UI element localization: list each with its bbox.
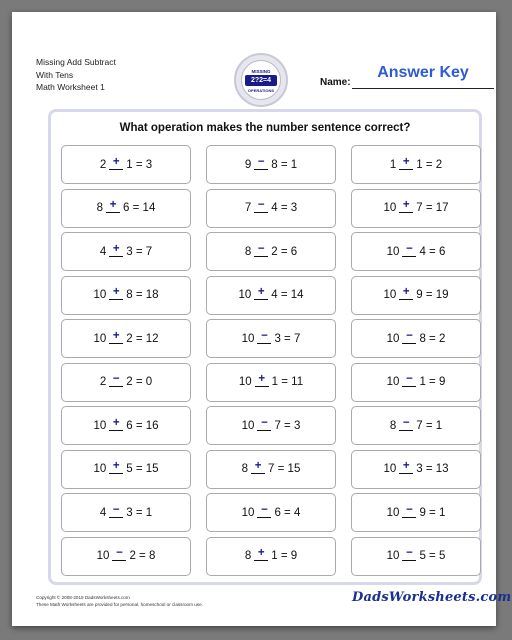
second-operand-and-result: 7 = 3 [274,419,301,432]
problems-box [48,109,482,585]
operator-answer-blank: + [109,286,123,300]
problem-cell [351,406,481,445]
answer-key-text: Answer Key [377,64,469,81]
problem-cell [206,319,336,358]
logo-inner-circle [241,60,281,100]
first-operand: 10 [383,463,397,475]
second-operand-and-result: 3 = 7 [274,332,301,345]
second-operand-and-result: 1 = 11 [271,376,304,388]
operator-answer-blank: + [255,373,269,387]
first-operand: 10 [93,419,107,432]
operator-answer-blank: − [254,199,268,213]
operator-answer-blank: − [112,547,126,561]
name-field [320,64,498,88]
second-operand-and-result: 5 = 15 [126,463,159,475]
second-operand-and-result: 6 = 16 [126,419,159,432]
second-operand-and-result: 8 = 18 [126,289,159,301]
problem-cell [61,319,191,358]
second-operand-and-result: 6 = 4 [274,506,301,519]
operator-answer-blank: + [109,156,123,170]
second-operand-and-result: 1 = 3 [126,158,153,171]
problem-cell [61,189,191,228]
missing-operations-logo [234,53,288,107]
problem-cell [61,493,191,532]
problem-cell [351,363,481,402]
problem-cell [206,363,336,402]
problem-cell [61,232,191,271]
first-operand: 10 [386,550,400,562]
second-operand-and-result: 7 = 17 [416,202,449,214]
copyright-text: Copyright © 2008-2019 DadsWorksheets.com [36,595,130,600]
title-line-3: Math Worksheet 1 [36,82,105,92]
second-operand-and-result: 9 = 1 [419,506,446,519]
first-operand: 10 [241,332,255,345]
logo-middle-text: 2?2=4 [245,75,277,86]
second-operand-and-result: 3 = 1 [126,506,153,519]
operator-answer-blank: − [402,504,416,518]
second-operand-and-result: 3 = 13 [416,463,449,475]
title-line-1: Missing Add Subtract [36,57,116,67]
second-operand-and-result: 2 = 12 [126,332,159,345]
first-operand: 10 [238,289,252,301]
first-operand: 10 [96,550,110,562]
footer-copyright [36,595,203,608]
operator-answer-blank: + [399,286,413,300]
problem-cell [61,406,191,445]
operator-answer-blank: + [251,460,265,474]
operator-answer-blank: − [257,504,271,518]
worksheet-title [36,56,116,94]
second-operand-and-result: 2 = 0 [126,376,153,388]
operator-answer-blank: − [402,547,416,561]
name-label: Name: [320,77,351,88]
operator-answer-blank: + [399,460,413,474]
second-operand-and-result: 1 = 9 [271,550,298,562]
first-operand: 10 [93,332,107,345]
problem-cell [351,145,481,184]
problem-cell [206,189,336,228]
second-operand-and-result: 5 = 5 [419,550,446,562]
operator-answer-blank: + [254,286,268,300]
first-operand: 10 [386,332,400,345]
problem-cell [206,493,336,532]
operator-answer-blank: − [402,330,416,344]
second-operand-and-result: 7 = 15 [268,463,301,475]
problem-cell [61,276,191,315]
first-operand: 2 [99,158,107,171]
second-operand-and-result: 7 = 1 [416,419,443,432]
first-operand: 1 [389,158,397,171]
operator-answer-blank: − [109,373,123,387]
first-operand: 8 [96,202,104,214]
first-operand: 9 [244,158,252,171]
first-operand: 10 [93,463,107,475]
title-line-2: With Tens [36,69,74,80]
first-operand: 10 [386,376,400,388]
operator-answer-blank: + [109,460,123,474]
operator-answer-blank: − [254,243,268,257]
first-operand: 4 [99,245,107,258]
operator-answer-blank: + [254,547,268,561]
operator-answer-blank: + [399,156,413,170]
second-operand-and-result: 4 = 6 [419,245,446,258]
second-operand-and-result: 1 = 2 [416,158,443,171]
problem-grid [61,145,481,576]
second-operand-and-result: 8 = 1 [271,158,298,171]
first-operand: 8 [389,419,397,432]
operator-answer-blank: − [257,330,271,344]
problem-cell [206,145,336,184]
second-operand-and-result: 9 = 19 [416,289,449,301]
first-operand: 10 [386,506,400,519]
problem-cell [206,537,336,576]
first-operand: 8 [244,550,252,562]
operator-answer-blank: + [109,330,123,344]
second-operand-and-result: 6 = 14 [123,202,156,214]
operator-answer-blank: − [399,417,413,431]
problem-cell [206,450,336,489]
operator-answer-blank: + [106,199,120,213]
logo-top-text: MISSING [251,69,271,74]
second-operand-and-result: 1 = 9 [419,376,446,388]
first-operand: 7 [244,202,252,214]
operator-answer-blank: + [109,243,123,257]
second-operand-and-result: 4 = 14 [271,289,304,301]
first-operand: 10 [238,376,252,388]
problem-cell [351,537,481,576]
first-operand: 10 [241,506,255,519]
problem-cell [61,363,191,402]
first-operand: 4 [99,506,107,519]
problem-cell [206,406,336,445]
second-operand-and-result: 2 = 6 [271,245,298,258]
instructions-question: What operation makes the number sentence correct? [119,122,411,134]
first-operand: 10 [386,245,400,258]
first-operand: 10 [93,289,107,301]
problem-cell [61,537,191,576]
first-operand: 2 [99,376,107,388]
logo-bottom-text: OPERATIONS [247,88,275,93]
problem-cell [61,145,191,184]
first-operand: 10 [383,289,397,301]
problem-cell [351,189,481,228]
problem-cell [351,232,481,271]
operator-answer-blank: − [402,373,416,387]
problem-cell [206,232,336,271]
problem-cell [61,450,191,489]
second-operand-and-result: 3 = 7 [126,245,153,258]
first-operand: 8 [244,245,252,258]
operator-answer-blank: + [399,199,413,213]
dadsworksheets-logo: DadsWorksheets.com [352,590,512,605]
operator-answer-blank: − [402,243,416,257]
worksheet-page [12,12,512,626]
problem-cell [351,319,481,358]
usage-note: These Math Worksheets are provided for personal, homeschool or classroom use. [36,601,203,607]
name-underline [352,88,494,89]
second-operand-and-result: 4 = 3 [271,202,298,214]
problem-cell [351,450,481,489]
first-operand: 8 [241,463,249,475]
operator-answer-blank: + [109,417,123,431]
second-operand-and-result: 2 = 8 [129,550,156,562]
problem-cell [206,276,336,315]
problem-cell [351,493,481,532]
problem-cell [351,276,481,315]
operator-answer-blank: − [257,417,271,431]
first-operand: 10 [383,202,397,214]
first-operand: 10 [241,419,255,432]
second-operand-and-result: 8 = 2 [419,332,446,345]
operator-answer-blank: − [254,156,268,170]
operator-answer-blank: − [109,504,123,518]
